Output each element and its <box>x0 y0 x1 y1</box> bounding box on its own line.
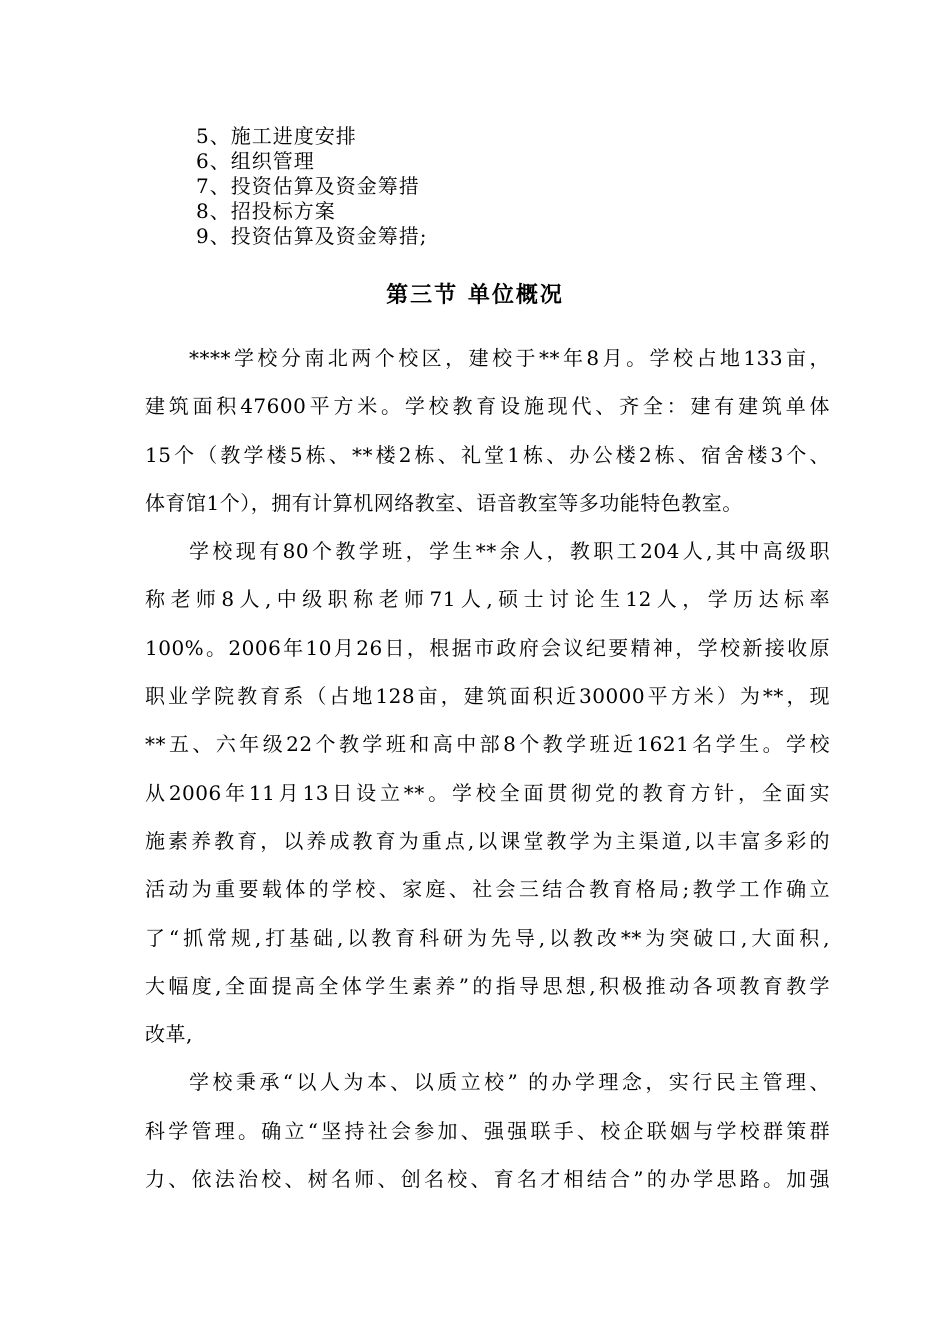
text-line: 活动为重要载体的学校、家庭、社会三结合教育格局;教学工作确立 <box>145 877 830 902</box>
text-line: ****学校分南北两个校区，建校于**年8月。学校占地133亩， <box>189 346 830 370</box>
text-line: 学校秉承“以人为本、以质立校” 的办学理念，实行民主管理、 <box>189 1070 830 1095</box>
text-line: 学校现有80个教学班，学生**余人，教职工204人,其中高级职 <box>189 539 830 564</box>
text-line: 科学管理。确立“坚持社会参加、强强联手、校企联姻与学校群策群 <box>145 1118 830 1143</box>
text-line: 职业学院教育系（占地128亩，建筑面积近30000平方米）为**，现 <box>145 684 830 709</box>
list-item: 8、招投标方案 <box>196 199 336 223</box>
text-line: 从2006年11月13日设立**。学校全面贯彻党的教育方针，全面实 <box>145 780 830 805</box>
text-line: 15个（教学楼5栋、**楼2栋、礼堂1栋、办公楼2栋、宿舍楼3个、 <box>145 442 830 467</box>
text-line: 100%。2006年10月26日，根据市政府会议纪要精神，学校新接收原 <box>145 635 830 660</box>
text-line: **五、六年级22个教学班和高中部8个教学班近1621名学生。学校 <box>145 732 830 757</box>
plan-item-list <box>196 124 796 249</box>
section-body <box>145 334 830 1203</box>
text-line: 力、依法治校、树名师、创名校、育名才相结合”的办学思路。加强 <box>145 1167 830 1192</box>
list-item: 5、施工进度安排 <box>196 124 357 148</box>
text-line: 改革, <box>145 1022 193 1047</box>
text-line: 称老师8人,中级职称老师71人,硕士讨论生12人，学历达标率 <box>145 587 830 612</box>
text-line: 建筑面积47600平方米。学校教育设施现代、齐全：建有建筑单体 <box>145 394 830 419</box>
text-line: 体育馆1个），拥有计算机网络教室、语音教室等多功能特色教室。 <box>145 490 743 515</box>
section-title: 第三节 单位概况 <box>386 283 564 308</box>
list-item: 9、投资估算及资金筹措; <box>196 224 428 248</box>
text-line: 大幅度,全面提高全体学生素养”的指导思想,积极推动各项教育教学 <box>145 973 830 998</box>
list-item: 6、组织管理 <box>196 149 315 173</box>
text-line: 施素养教育，以养成教育为重点,以课堂教学为主渠道,以丰富多彩的 <box>145 828 830 853</box>
text-line: 了“抓常规,打基础,以教育科研为先导,以教改**为突破口,大面积, <box>145 925 830 950</box>
list-item: 7、投资估算及资金筹措 <box>196 174 420 198</box>
